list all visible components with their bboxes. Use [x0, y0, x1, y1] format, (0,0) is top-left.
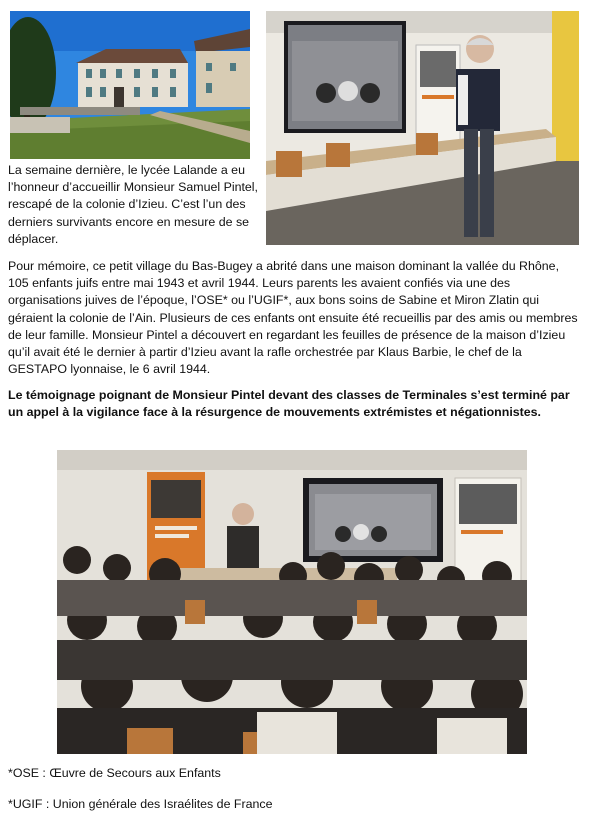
footnote-ugif: *UGIF : Union générale des Israélites de France — [8, 797, 273, 811]
history-paragraph: Pour mémoire, ce petit village du Bas-Bugey a abrité dans une maison dominant la vallée du Rhône, 105 enfants juifs entre mai 1943 et avril 1944. Leurs parents les avaient confiés via une des organisations juives de l’époque, l’OSE* ou l’UGIF*, aux bons soins de Sabine et Miron Zlatin qui géraient la colonie de l’Ain. Plusieurs de ces enfants ont ensuite été recueillis par des amis ou membres de leur famille. Monsieur Pintel a découvert en regardant les feuilles de présence de la maison d’Izieu qu’il avait été le dernier à partir d’Izieu avant la rafle orchestrée par Klaus Barbie, le chef de la GESTAPO lyonnaise, le 6 avril 1944. — [8, 259, 578, 377]
photo-speaker-screen — [266, 11, 579, 245]
intro-paragraph: La semaine dernière, le lycée Lalande a eu l’honneur d’accueillir Monsieur Samuel Pintel, rescapé de la colonie d’Izieu. C’est l’un des derniers survivants encore en mesure de se déplacer. — [8, 163, 259, 246]
testimony-paragraph: Le témoignage poignant de Monsieur Pintel devant des classes de Terminales s’est terminé par un appel à la vigilance face à la résurgence de mouvements extrémistes et négationnistes. — [8, 388, 570, 420]
photo-izieu-house — [10, 11, 250, 159]
photo-classroom-audience — [57, 450, 527, 754]
footnote-ose: *OSE : Œuvre de Secours aux Enfants — [8, 766, 221, 780]
